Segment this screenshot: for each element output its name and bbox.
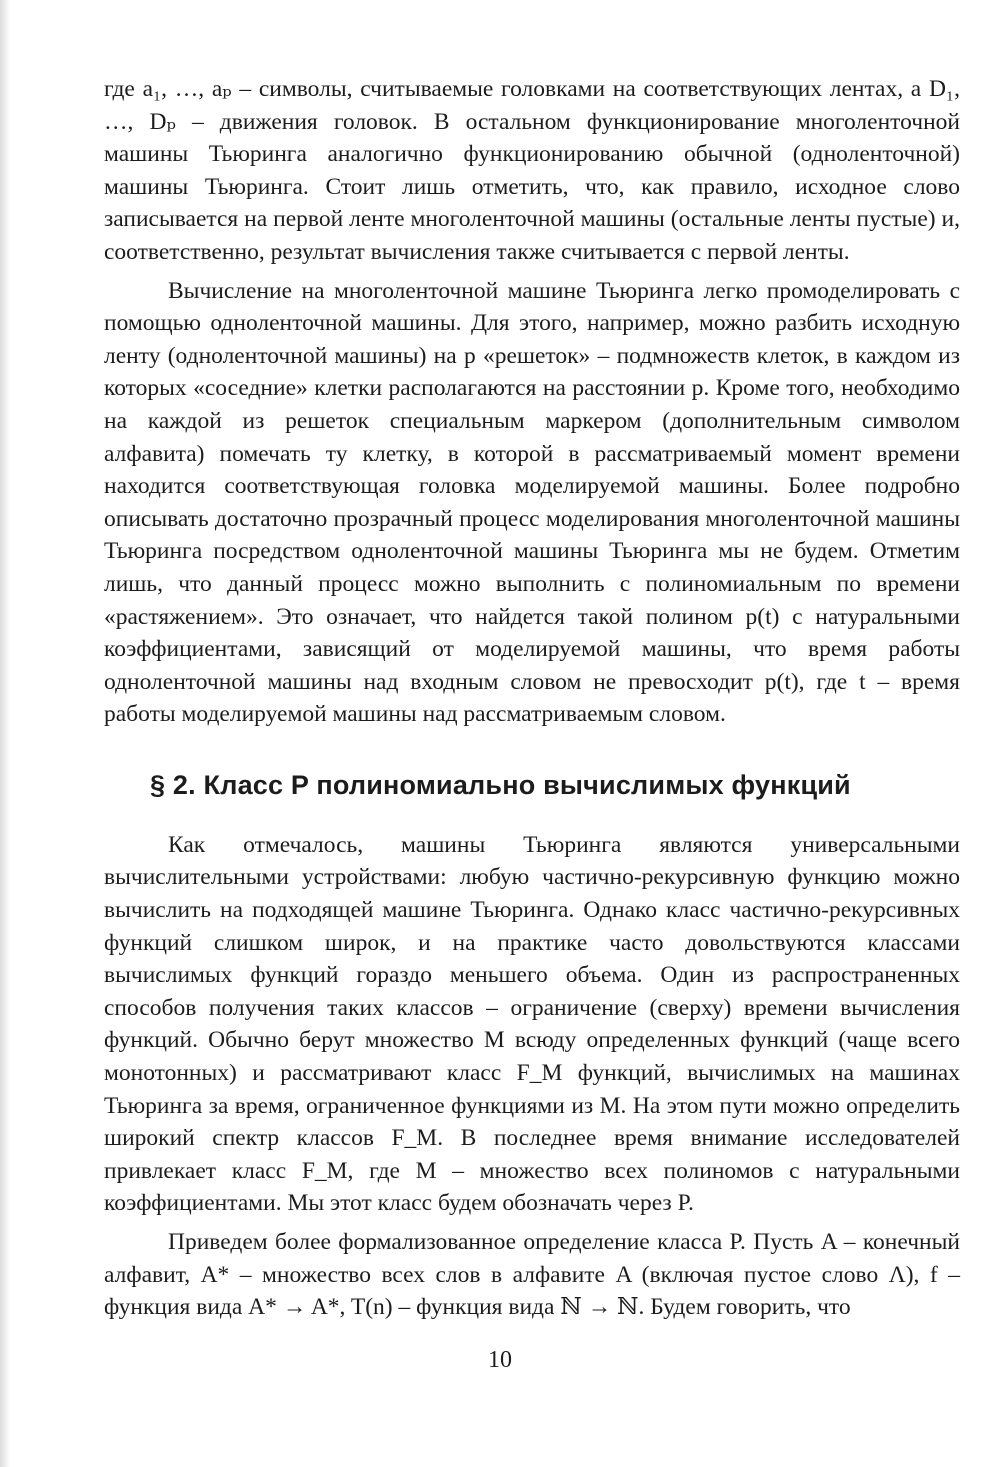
page-edge-shadow: [0, 0, 10, 1467]
page-text: [104, 73, 960, 1324]
paragraph-1: где a₁, …, aₚ – символы, считываемые головками на соответствующих лентах, а D₁, …, Dₚ – движения головок. В остальном функционирование многоленточной машины Тьюринга аналогично функционированию обычной (одноленточной) машины Тьюринга. Стоит лишь отметить, что, как правило, исходное слово записывается на первой ленте многоленточной машины (остальные ленты пустые) и, соответственно, результат вычисления также считывается с первой ленты.: [104, 76, 960, 265]
paragraph-3: Как отмечалось, машины Тьюринга являются универсальными вычислительными устройствами: любую частично-рекурсивную функцию можно вычислить на подходящей машине Тьюринга. Однако класс частично-рекурсивных функций слишком широк, и на практике часто довольствуются классами вычислимых функций гораздо меньшего объема. Один из распространенных способов получения таких классов – ограничение (сверху) времени вычисления функций. Обычно берут множество M всюду определенных функций (чаще всего монотонных) и рассматривают класс F_M функций, вычислимых на машинах Тьюринга за время, ограниченное функциями из M. На этом пути можно определить широкий спектр классов F_M. В последнее время внимание исследователей привлекает класс F_M, где M – множество всех полиномов с натуральными коэффициентами. Мы этот класс будем обозначать через P.: [104, 831, 960, 1217]
section-heading: § 2. Класс P полиномиально вычислимых функций: [150, 769, 851, 800]
page-number: 10: [488, 1347, 512, 1373]
paragraph-4: Приведем более формализованное определение класса P. Пусть A – конечный алфавит, A* – множество всех слов в алфавите A (включая пустое слово Λ), f – функция вида A* → A*, T(n) – функция вида ℕ → ℕ. Будем говорить, что: [104, 1229, 960, 1321]
paragraph-2: Вычисление на многоленточной машине Тьюринга легко промоделировать с помощью одноленточной машины. Для этого, например, можно разбить исходную ленту (одноленточной машины) на p «решеток» – подмножеств клеток, в каждом из которых «соседние» клетки располагаются на расстоянии p. Кроме того, необходимо на каждой из решеток специальным маркером (дополнительным символом алфавита) помечать ту клетку, в которой в рассматриваемый момент времени находится соответствующая головка моделируемой машины. Более подробно описывать достаточно прозрачный процесс моделирования многоленточной машины Тьюринга посредством одноленточной машины Тьюринга мы не будем. Отметим лишь, что данный процесс можно выполнить с полиномиальным по времени «растяжением». Это означает, что найдется такой полином p(t) с натуральными коэффициентами, зависящий от моделируемой машины, что время работы одноленточной машины над входным словом не превосходит p(t), где t – время работы моделируемой машины над рассматриваемым словом.: [104, 277, 960, 728]
